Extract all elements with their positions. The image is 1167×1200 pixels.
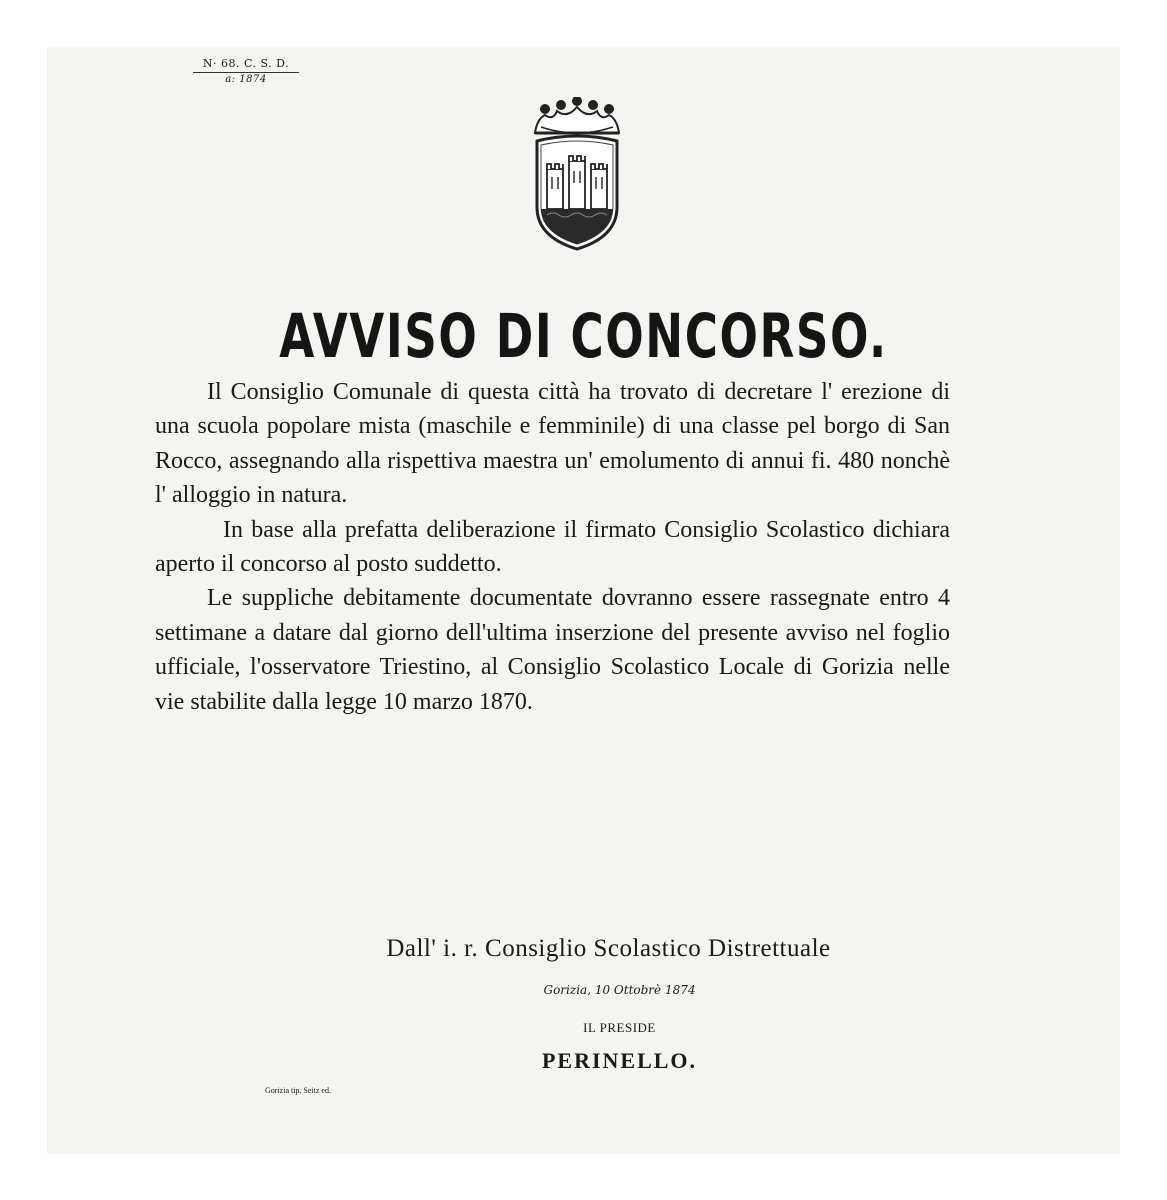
notice-body [155,375,950,719]
place-date: Gorizia, 10 Ottobrè 1874 [543,983,696,997]
preside-label: IL PRESIDE [583,1020,656,1035]
signature-name: PERINELLO. [541,1048,698,1073]
reference-number [193,57,299,85]
paragraph-2: In base alla prefatta deliberazione il firmato Consiglio Scolastico dichiara aperto il concorso al posto suddetto. [155,516,950,578]
notice-title: AVVISO DI CONCORSO. [279,300,888,372]
paragraph-3: Le suppliche debitamente documentate dovranno essere rassegnate entro 4 settimane a datare dal giorno dell'ultima inserzione del presente avviso nel foglio ufficiale, l'osservatore Triestino, al Consiglio Scolastico Locale di Gorizia nelle vie stabilite dalla legge 10 marzo 1870. [155,585,950,715]
coat-of-arms-crown-icon [527,97,627,257]
reference-year: a: 1874 [225,74,267,85]
paragraph-1: Il Consiglio Comunale di questa città ha trovato di decretare l' erezione di una scuola popolare mista (maschile e femminile) di una classe pel borgo di San Rocco, assegnando alla rispettiva maestra un' emolumento di annui fi. 480 nonchè l' alloggio in natura. [155,379,950,509]
printer-credit: Gorizia tip. Seitz ed. [265,1086,331,1095]
issuer-line: Dall' i. r. Consiglio Scolastico Distrettuale [386,935,831,962]
reference-number-text: N· 68. C. S. D. [193,57,299,73]
